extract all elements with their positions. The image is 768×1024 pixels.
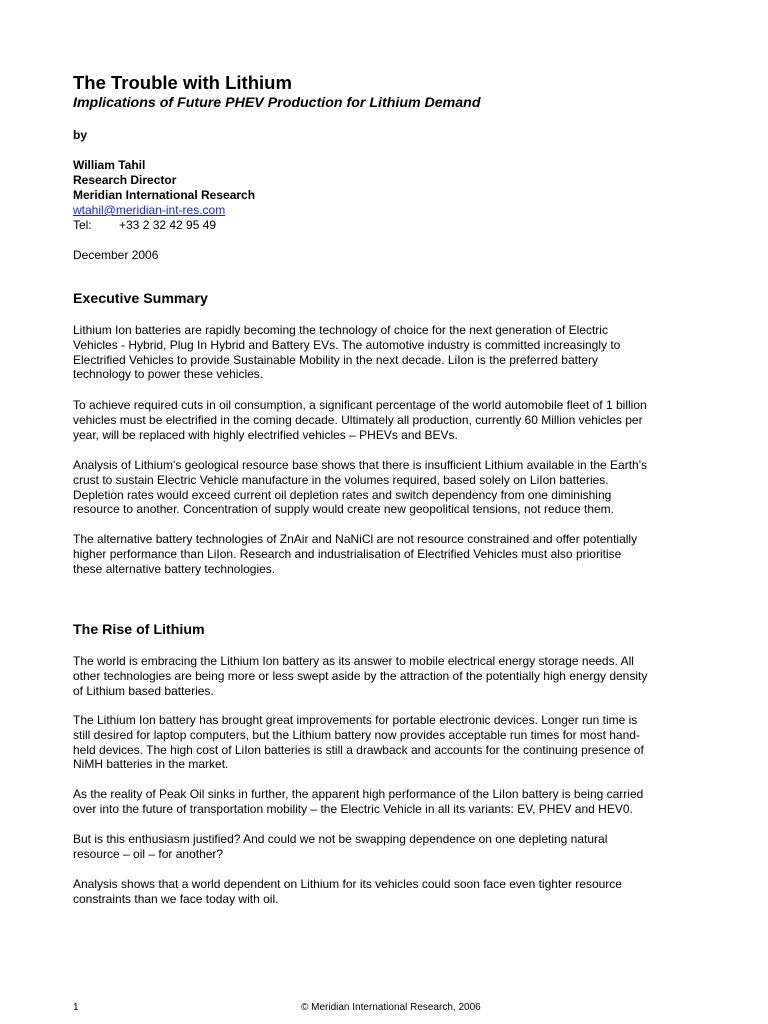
executive-summary-paragraph-1: Lithium Ion batteries are rapidly becoming the technology of choice for the next generation of Electric Vehicles - Hybrid, Plug In Hybrid and Battery EVs. The automotive industry is committed increasingly to Electrified Vehicles to provide Sustainable Mobility in the next decade. LiIon is the preferred battery technology to power these vehicles.: [73, 323, 621, 382]
author-position: Research Director: [73, 173, 177, 187]
executive-summary-paragraph-2: To achieve required cuts in oil consumption, a significant percentage of the world automobile fleet of 1 billion vehicles must be electrified in the coming decade. Ultimately all production, currently 60 Million vehicles per year, will be replaced with highly electrified vehicles – PHEVs and BEVs.: [73, 398, 647, 442]
telephone-line: [73, 218, 273, 233]
rise-of-lithium-paragraph-2: The Lithium Ion battery has brought great improvements for portable electronic devices. Longer run time is still desired for laptop computers, but the Lithium battery now provides acceptable run times for most hand- held devices. The high cost of LiIon batteries is still a drawback and accounts for the continuing presence of NiMH batteries in the market.: [73, 713, 644, 772]
author-organization: Meridian International Research: [73, 188, 256, 202]
rise-of-lithium-paragraph-1: The world is embracing the Lithium Ion battery as its answer to mobile electrical energy storage needs. All other technologies are being more or less swept aside by the attraction of the potentially high energy density of Lithium based batteries.: [73, 654, 648, 698]
telephone-number: +33 2 32 42 95 49: [119, 218, 217, 232]
rise-of-lithium-paragraph-5: Analysis shows that a world dependent on Lithium for its vehicles could soon face even tighter resource constraints than we face today with oil.: [73, 877, 622, 906]
document-title: The Trouble with Lithium: [73, 72, 292, 93]
telephone-label: Tel:: [73, 218, 92, 232]
document-date: December 2006: [73, 248, 159, 262]
rise-of-lithium-paragraph-4: But is this enthusiasm justified? And could we not be swapping dependence on one depleting natural resource – oil – for another?: [73, 832, 608, 861]
footer-copyright: © Meridian International Research, 2006: [301, 1002, 481, 1013]
by-label: by: [73, 128, 88, 142]
footer-page-number: 1: [73, 1002, 79, 1013]
document-subtitle: Implications of Future PHEV Production for Lithium Demand: [73, 95, 481, 111]
executive-summary-heading: Executive Summary: [73, 291, 208, 307]
author-name: William Tahil: [73, 158, 146, 172]
author-email-link[interactable]: wtahil@meridian-int-res.com: [73, 203, 226, 217]
rise-of-lithium-paragraph-3: As the reality of Peak Oil sinks in further, the apparent high performance of the LiIon battery is being carried over into the future of transportation mobility – the Electric Vehicle in all its variants: EV, PHEV and HEV0.: [73, 787, 644, 816]
executive-summary-paragraph-3: Analysis of Lithium's geological resource base shows that there is insufficient Lithium available in the Earth's crust to sustain Electric Vehicle manufacture in the volumes required, based solely on LiIon batteries. Depletion rates would exceed current oil depletion rates and switch dependency from one diminishing resource to another. Concentration of supply would create new geopolitical tensions, not reduce them.: [73, 458, 647, 517]
executive-summary-paragraph-4: The alternative battery technologies of ZnAir and NaNiCl are not resource constrained and offer potentially higher performance than LiIon. Research and industrialisation of Electrified Vehicles must also prioritise these alternative battery technologies.: [73, 532, 638, 576]
rise-of-lithium-heading: The Rise of Lithium: [73, 622, 205, 638]
